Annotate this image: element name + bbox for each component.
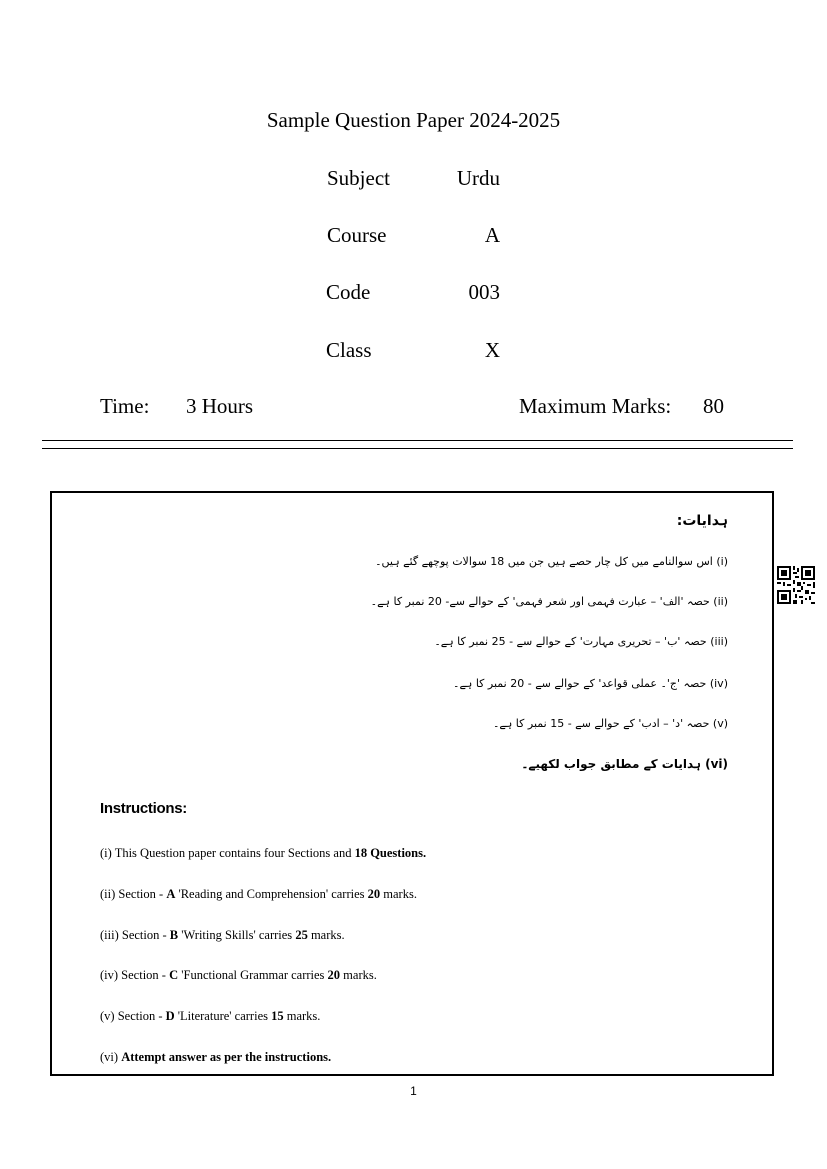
instruction-bold: C — [169, 968, 179, 982]
instruction-text: (ii) Section - — [100, 887, 167, 901]
instruction-text: marks. — [283, 1009, 321, 1023]
instruction-bold: 20 — [327, 968, 341, 982]
instruction-text: (i) This Question paper contains four Sections and — [100, 846, 355, 860]
instruction-text: (vi) — [100, 1050, 122, 1064]
course-label: Course — [327, 223, 387, 247]
instruction-bold: D — [165, 1009, 175, 1023]
instruction-text: marks. — [380, 887, 417, 901]
instruction-text: (iii) Section - — [100, 928, 170, 942]
instruction-bold: 25 — [295, 928, 308, 942]
urdu-instruction-line: (i) اس سوالنامے میں کل چار حصے ہیں جن میں 18 سوالات پوچھے گئے ہیں۔ — [375, 555, 728, 568]
time-value: 3 Hours — [186, 394, 254, 418]
instruction-text: 'Literature' carries — [174, 1009, 272, 1023]
time-label: Time: — [100, 394, 150, 418]
instruction-line — [100, 846, 426, 861]
instruction-line — [100, 928, 345, 943]
urdu-instruction-line: (ii) حصہ 'الف' – عبارت فہمی اور شعر فہمی' کے حوالے سے- 20 نمبر کا ہے۔ — [370, 595, 728, 608]
instruction-bold: 18 Questions. — [354, 846, 427, 860]
max-marks-label: Maximum Marks: — [519, 394, 672, 418]
code-value: 003 — [468, 280, 500, 304]
instruction-line — [100, 1050, 331, 1065]
instruction-text: marks. — [340, 968, 377, 982]
instructions-box — [50, 491, 774, 1076]
page-number: 1 — [410, 1084, 417, 1098]
instruction-bold: 15 — [271, 1009, 284, 1023]
subject-value: Urdu — [456, 166, 500, 190]
urdu-instruction-line: (iii) حصہ 'ب' – تحریری مہارت' کے حوالے سے - 25 نمبر کا ہے۔ — [434, 635, 728, 648]
course-value: A — [484, 223, 500, 247]
max-marks-value: 80 — [703, 394, 724, 418]
instruction-text: marks. — [307, 928, 345, 942]
instruction-text: 'Functional Grammar carries — [178, 968, 328, 982]
instruction-line — [100, 968, 377, 983]
qr-code-icon — [777, 566, 815, 604]
instructions-heading: Instructions: — [100, 800, 187, 817]
instruction-bold: Attempt answer as per the instructions. — [121, 1050, 332, 1064]
instruction-text: (iv) Section - — [100, 968, 170, 982]
instruction-bold: 20 — [367, 887, 381, 901]
class-label: Class — [326, 338, 372, 362]
instruction-text: 'Reading and Comprehension' carries — [175, 887, 368, 901]
class-value: X — [484, 338, 500, 362]
code-label: Code — [326, 280, 371, 304]
urdu-instruction-line: (iv) حصہ 'ج'۔ عملی قواعد' کے حوالے سے - 20 نمبر کا ہے۔ — [453, 677, 728, 690]
urdu-instructions-heading: ہدایات: — [676, 513, 728, 529]
instruction-bold: A — [166, 887, 176, 901]
urdu-instruction-line: (vi) ہدایات کے مطابق جواب لکھیے۔ — [521, 757, 728, 771]
instruction-line — [100, 887, 417, 902]
instruction-text: 'Writing Skills' carries — [178, 928, 296, 942]
paper-title: Sample Question Paper 2024-2025 — [266, 108, 561, 132]
urdu-instruction-line: (v) حصہ 'د' – ادب' کے حوالے سے - 15 نمبر کا ہے۔ — [492, 717, 728, 730]
header-rule-bottom — [42, 448, 793, 449]
instruction-text: (v) Section - — [100, 1009, 166, 1023]
header-rule-top — [42, 440, 793, 441]
instruction-bold: B — [169, 928, 179, 942]
instruction-line — [100, 1009, 320, 1024]
subject-label: Subject — [327, 166, 390, 190]
